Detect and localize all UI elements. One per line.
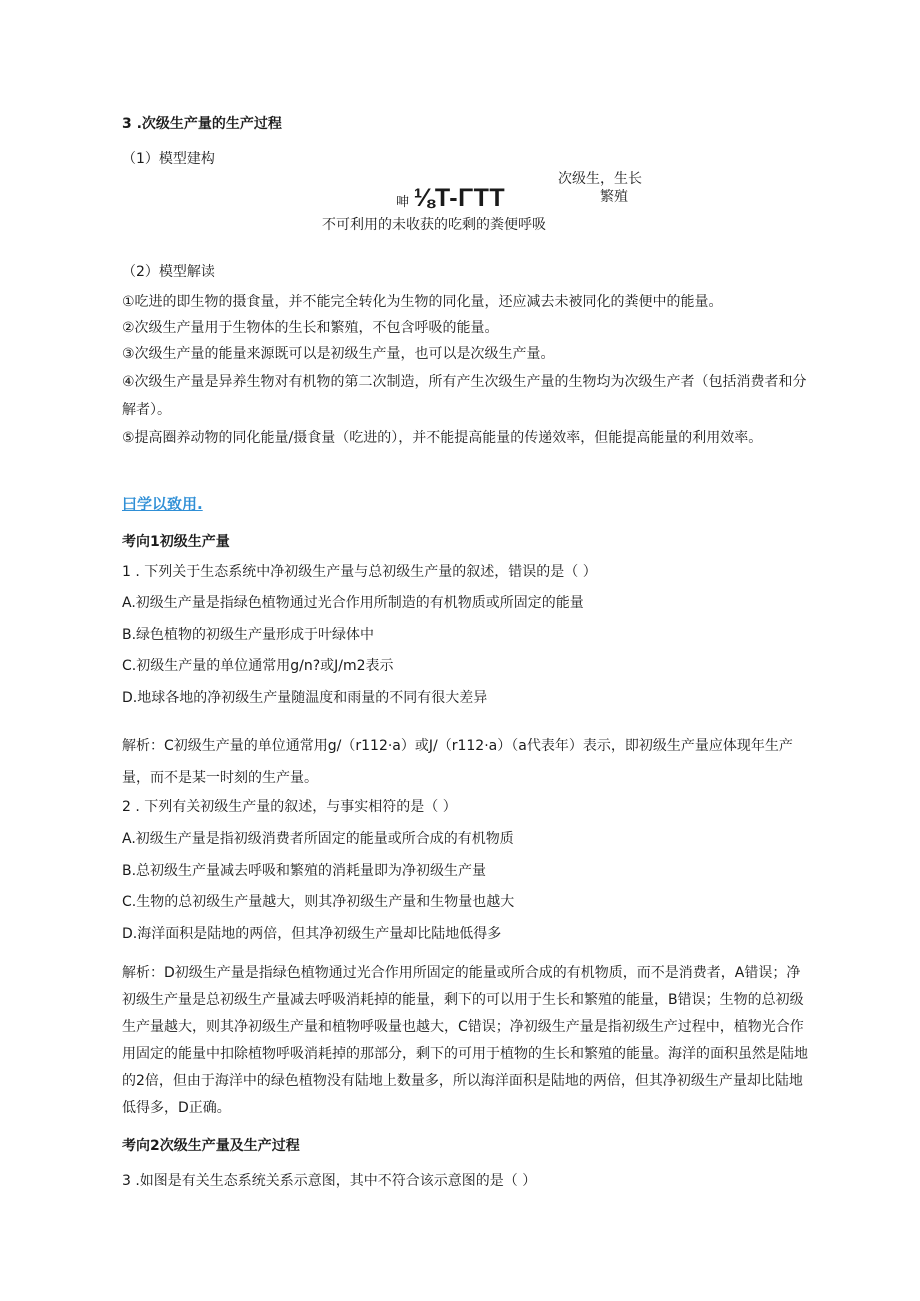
model-diagram-glyphs [396, 184, 505, 213]
question-2-option-d: D.海洋面积是陆地的两倍，但其净初级生产量却比陆地低得多 [122, 926, 502, 942]
point-5: ⑤提高圈养动物的同化能量/摄食量（吃进的），并不能提高能量的传递效率，但能提高能量的利用效率。 [122, 430, 763, 446]
question-3-stem: 3 .如图是有关生态系统关系示意图，其中不符合该示意图的是（ ） [122, 1173, 537, 1189]
model-label-secondary-growth: 次级生，生长 [558, 171, 642, 187]
question-2-option-b: B.总初级生产量减去呼吸和繁殖的消耗量即为净初级生产量 [122, 863, 487, 879]
question-1-option-b: B.绿色植物的初级生产量形成于叶绿体中 [122, 627, 375, 643]
question-2-option-a: A.初级生产量是指初级消费者所固定的能量或所合成的有机物质 [122, 831, 514, 847]
question-2-stem: 2 . 下列有关初级生产量的叙述，与事实相符的是（ ） [122, 799, 457, 815]
model-label-reproduction: 繁殖 [600, 189, 628, 205]
subheading-model-interpretation: （2）模型解读 [122, 264, 215, 280]
question-1-option-a: A.初级生产量是指绿色植物通过光合作用所制造的有机物质或所固定的能量 [122, 595, 584, 611]
point-4: ④次级生产量是异养生物对有机物的第二次制造，所有产生次级生产量的生物均为次级生产者（包括消费者和分解者）。 [122, 374, 807, 418]
model-label-left: 呻 [396, 195, 410, 210]
model-glyphs: ⅛T-ΓTT [413, 184, 506, 212]
question-1-analysis: 解析：C初级生产量的单位通常用g/（r112·a）或J/（r112·a）（a代表年）表示，即初级生产量应体现年生产量，而不是某一时刻的生产量。 [122, 738, 793, 786]
point-3: ③次级生产量的能量来源既可以是初级生产量，也可以是次级生产量。 [122, 346, 555, 362]
question-2-analysis: 解析：D初级生产量是指绿色植物通过光合作用所固定的能量或所合成的有机物质，而不是消费者，A错误；净初级生产量是总初级生产量减去呼吸消耗掉的能量，剩下的可以用于生长和繁殖的能量，B错误；生物的总初级生产量越大，则其净初级生产量和植物呼吸量也越大，C错误；净初级生产量是指初级生产过程中，植物光合作用固定的能量中扣除植物呼吸消耗掉的那部分，剩下的可用于植物的生长和繁殖的能量。海洋的面积虽然是陆地的2倍，但由于海洋中的绿色植物没有陆地上数量多，所以海洋面积是陆地的两倍，但其净初级生产量却比陆地低得多，D正确。 [122, 965, 808, 1116]
question-1-option-c: C.初级生产量的单位通常用g/n?或J/m2表示 [122, 658, 394, 674]
point-2: ②次级生产量用于生物体的生长和繁殖，不包含呼吸的能量。 [122, 320, 499, 336]
topic-2-heading: 考向2次级生产量及生产过程 [122, 1138, 300, 1154]
subheading-model-construction: （1）模型建构 [122, 151, 215, 167]
apply-heading-link[interactable]: 曰学以致用. [122, 495, 203, 513]
point-1: ①吃进的即生物的摄食量，并不能完全转化为生物的同化量，还应减去未被同化的粪便中的能量。 [122, 294, 723, 310]
section-title: 3 .次级生产量的生产过程 [122, 116, 282, 132]
question-1-stem: 1 . 下列关于生态系统中净初级生产量与总初级生产量的叙述，错误的是（ ） [122, 564, 597, 580]
question-1-option-d: D.地球各地的净初级生产量随温度和雨量的不同有很大差异 [122, 690, 488, 706]
model-caption: 不可利用的未收获的吃剩的粪便呼吸 [322, 217, 546, 233]
question-2-option-c: C.生物的总初级生产量越大，则其净初级生产量和生物量也越大 [122, 894, 515, 910]
topic-1-heading: 考向1初级生产量 [122, 534, 230, 550]
